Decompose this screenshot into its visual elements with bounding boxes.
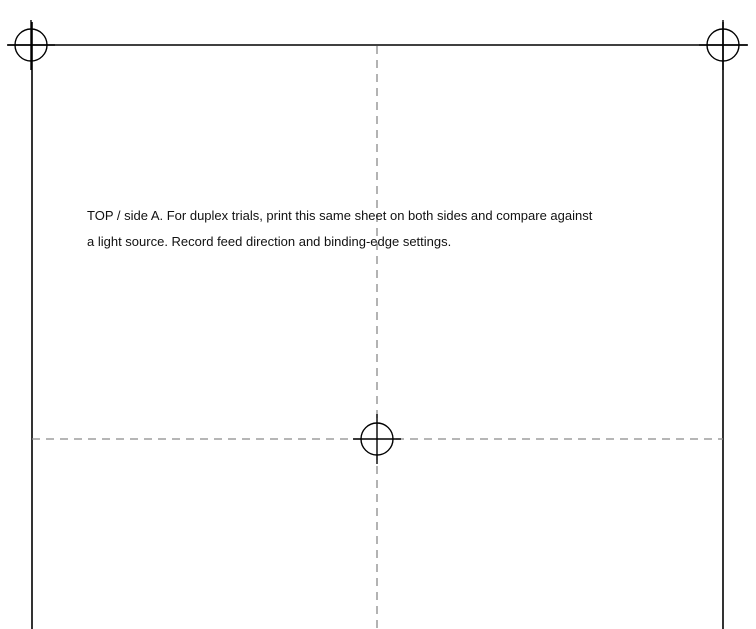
instruction-line-1: TOP / side A. For duplex trials, print this same sheet on both sides and compare against	[87, 208, 593, 223]
instruction-text	[87, 203, 727, 255]
instruction-line-2: a light source. Record feed direction and binding-edge settings.	[87, 234, 452, 249]
registration-mark-top-right-icon	[699, 20, 747, 70]
registration-mark-top-left-icon	[7, 20, 55, 70]
registration-mark-center-icon	[353, 414, 401, 464]
